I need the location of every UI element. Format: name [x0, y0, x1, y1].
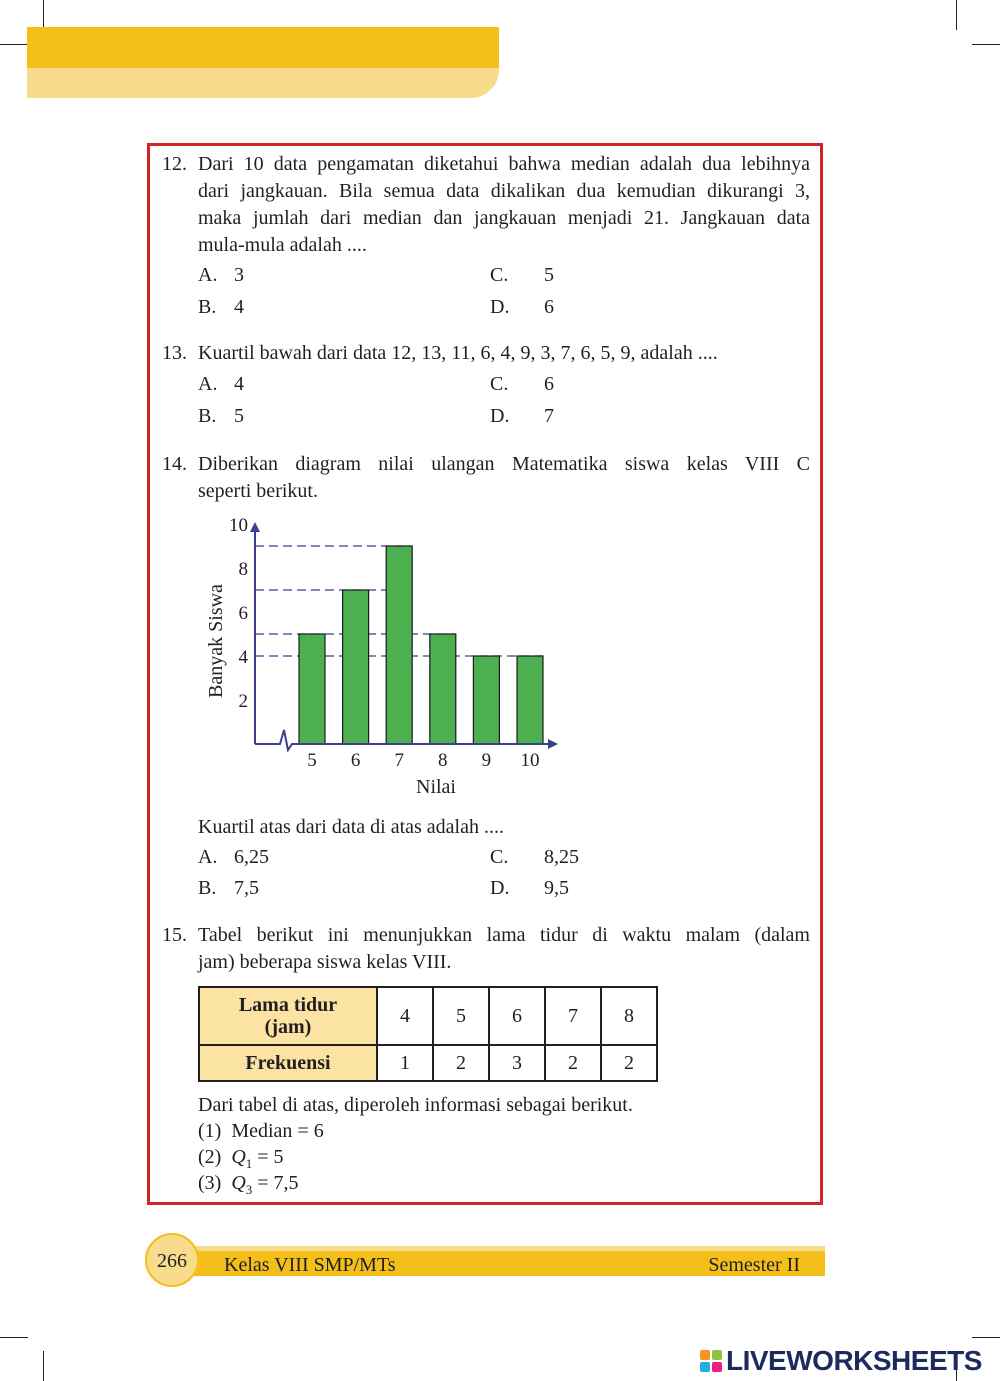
bar-5	[299, 634, 325, 744]
footer-class-label: Kelas VIII SMP/MTs	[224, 1254, 396, 1276]
bar-8	[430, 634, 456, 744]
y-axis-title: Banyak Siswa	[205, 584, 227, 698]
question-15-number: 15.	[162, 924, 187, 946]
logo-square	[700, 1350, 710, 1360]
table-row	[199, 1045, 657, 1081]
table-header-hours-line-1: Lama tidur	[238, 994, 338, 1016]
option-label: B.	[198, 405, 217, 427]
question-14-option-a[interactable]	[198, 844, 269, 871]
page-number: 266	[145, 1233, 199, 1287]
statement-3	[198, 1170, 299, 1203]
statement-number: (2)	[198, 1146, 222, 1168]
table-row	[199, 987, 657, 1045]
x-tick-label: 8	[438, 750, 448, 771]
option-label: A.	[198, 373, 218, 395]
option-value: 8,25	[544, 846, 579, 868]
option-value: 4	[234, 296, 244, 318]
crop-mark	[43, 1351, 44, 1381]
option-label: A.	[198, 846, 218, 868]
question-12-number: 12.	[162, 153, 187, 175]
table-cell: 5	[433, 987, 489, 1045]
y-axis-arrow	[250, 522, 260, 532]
table-cell: 3	[489, 1045, 545, 1081]
crop-mark	[972, 44, 1000, 45]
bar-6	[343, 590, 369, 744]
option-label: A.	[198, 264, 218, 286]
question-12-line-3: maka jumlah dari median dan jangkauan menjadi 21. Jangkauan data	[198, 207, 810, 229]
crop-mark	[972, 1337, 1000, 1338]
x-tick-label: 10	[520, 750, 540, 771]
statement-subscript: 3	[245, 1182, 253, 1197]
question-14-number: 14.	[162, 453, 187, 475]
table-cell: 2	[433, 1045, 489, 1081]
option-value: 3	[234, 264, 244, 286]
x-tick-label: 9	[481, 750, 492, 771]
question-12-option-a[interactable]	[198, 262, 244, 289]
statement-text: Median = 6	[231, 1120, 324, 1142]
option-label: B.	[198, 296, 217, 318]
option-label: B.	[198, 877, 217, 899]
option-value: 5	[544, 264, 554, 286]
option-value: 9,5	[544, 877, 569, 899]
question-12-line-2: dari jangkauan. Bila semua data dikalikan dua kemudian dikurangi 3,	[198, 180, 810, 202]
option-value: 6	[544, 296, 554, 318]
statement-number: (3)	[198, 1172, 222, 1194]
option-value: 7,5	[234, 877, 259, 899]
option-label: C.	[490, 846, 509, 868]
x-tick-label: 5	[307, 750, 317, 771]
option-value: 4	[234, 373, 244, 395]
x-axis-arrow	[548, 739, 558, 749]
y-tick-label: 8	[238, 559, 248, 580]
header-band-accent	[27, 27, 499, 68]
option-label: D.	[490, 405, 510, 427]
question-14-line-1: Diberikan diagram nilai ulangan Matematika siswa kelas VIII C	[198, 453, 810, 475]
x-axis-title: Nilai	[416, 776, 456, 798]
table-cell: 8	[601, 987, 657, 1045]
statement-number: (1)	[198, 1120, 222, 1142]
option-label: D.	[490, 877, 510, 899]
question-14-option-c[interactable]	[490, 844, 579, 871]
liveworksheets-icon	[700, 1350, 722, 1372]
question-14-option-d[interactable]	[490, 875, 569, 902]
table-cell: 4	[377, 987, 433, 1045]
question-12-line-4: mula-mula adalah ....	[198, 234, 367, 256]
option-value: 5	[234, 405, 244, 427]
crop-mark	[956, 0, 957, 30]
question-13-option-d[interactable]	[490, 403, 554, 430]
liveworksheets-logo[interactable]	[700, 1346, 982, 1376]
table-header-hours	[199, 987, 377, 1045]
table-cell: 2	[601, 1045, 657, 1081]
table-header-frequency: Frekuensi	[199, 1045, 377, 1081]
table-cell: 7	[545, 987, 601, 1045]
question-13-line-1: Kuartil bawah dari data 12, 13, 11, 6, 4, 9, 3, 7, 6, 5, 9, adalah ....	[198, 342, 718, 364]
table-cell: 1	[377, 1045, 433, 1081]
question-14-option-b[interactable]	[198, 875, 259, 902]
statement-symbol: Q	[231, 1146, 246, 1168]
sleep-table	[198, 986, 658, 1082]
footer-semester-label: Semester II	[708, 1254, 800, 1276]
crop-mark	[0, 1337, 28, 1338]
question-12-option-b[interactable]	[198, 294, 244, 321]
statement-1	[198, 1118, 324, 1145]
option-value: 6	[544, 373, 554, 395]
question-13-option-b[interactable]	[198, 403, 244, 430]
y-tick-label: 4	[238, 647, 248, 668]
statement-symbol: Q	[231, 1172, 246, 1194]
brand-text: LIVEWORKSHEETS	[726, 1345, 982, 1376]
option-label: C.	[490, 264, 509, 286]
logo-square	[700, 1362, 710, 1372]
statement-subscript: 1	[245, 1156, 253, 1171]
question-15-line-2: jam) beberapa siswa kelas VIII.	[198, 951, 452, 973]
bar-chart	[200, 518, 570, 798]
y-tick-label: 6	[238, 603, 248, 624]
table-cell: 6	[489, 987, 545, 1045]
bar-10	[517, 656, 543, 744]
question-14-line-2: seperti berikut.	[198, 480, 318, 502]
question-15-intro: Dari tabel di atas, diperoleh informasi sebagai berikut.	[198, 1094, 633, 1116]
option-value: 6,25	[234, 846, 269, 868]
y-tick-label: 10	[229, 518, 248, 536]
crop-mark	[43, 0, 44, 30]
x-tick-label: 6	[350, 750, 361, 771]
x-tick-label: 7	[394, 750, 404, 771]
question-14-followup: Kuartil atas dari data di atas adalah ....	[198, 816, 504, 838]
table-cell: 2	[545, 1045, 601, 1081]
question-12-line-1: Dari 10 data pengamatan diketahui bahwa median adalah dua lebihnya	[198, 153, 810, 175]
question-13-option-c[interactable]	[490, 371, 554, 398]
bar-9	[473, 656, 499, 744]
question-15-line-1: Tabel berikut ini menunjukkan lama tidur di waktu malam (dalam	[198, 924, 810, 946]
statement-text: = 5	[252, 1146, 284, 1168]
crop-mark	[0, 44, 28, 45]
logo-square	[712, 1362, 722, 1372]
question-12-option-d[interactable]	[490, 294, 554, 321]
option-label: D.	[490, 296, 510, 318]
logo-square	[712, 1350, 722, 1360]
table-header-hours-line-2: (jam)	[264, 1016, 312, 1038]
question-13-number: 13.	[162, 342, 187, 364]
statement-text: = 7,5	[252, 1172, 299, 1194]
bar-7	[386, 546, 412, 744]
y-tick-label: 2	[238, 691, 248, 712]
option-label: C.	[490, 373, 509, 395]
question-12-option-c[interactable]	[490, 262, 554, 289]
question-13-option-a[interactable]	[198, 371, 244, 398]
option-value: 7	[544, 405, 554, 427]
